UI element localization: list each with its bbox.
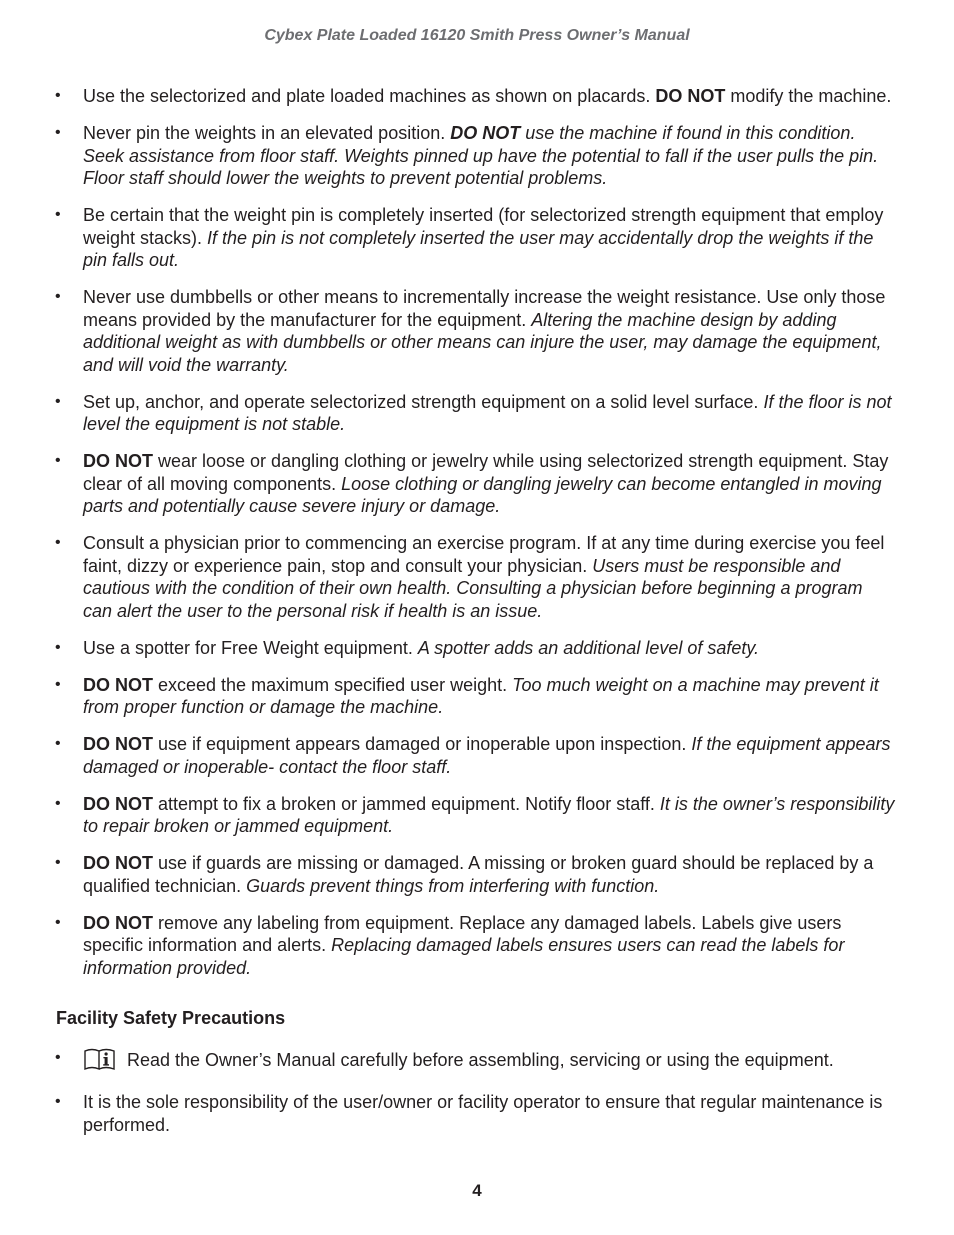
bullet: •	[55, 1093, 61, 1110]
bullet: •	[55, 206, 61, 223]
list-item: • Never pin the weights in an elevated position. DO NOT use the machine if found in this condition. Seek assistance from floor staff. Weights pinned up have the potential to fall if the user pulls the pin. Floor staff should lower the weights to prevent potential problems.	[55, 123, 879, 188]
bullet: •	[55, 794, 61, 812]
list-item: • Use a spotter for Free Weight equipment. A spotter adds an additional level of safety.	[55, 637, 760, 658]
list-item: • Consult a physician prior to commencing an exercise program. If at any time during exercise you feel faint, dizzy or experience pain, stop and consult your physician. Users must be responsible and cautious with the condition of their own health. Consulting a physician before beginning a program can alert the user to the personal risk if health is an issue.	[55, 533, 885, 621]
bullet: •	[55, 1049, 61, 1066]
bullet: •	[55, 534, 61, 551]
list-item: • Never use dumbbells or other means to incrementally increase the weight resistance. Use only those means provided by the manufacturer for the equipment. Altering the machine design by adding additional weight as with dumbbells or other means can injure the user, may damage the equipment, and will void the warranty.	[55, 287, 886, 375]
bullet: •	[55, 854, 61, 871]
list-item: • Be certain that the weight pin is completely inserted (for selectorized strength equipment that employ weight stacks). If the pin is not completely inserted the user may accidentally drop the weights if the pin falls out.	[55, 205, 884, 270]
bullet: •	[55, 392, 61, 410]
list-item: • DO NOT use if equipment appears damaged or inoperable upon inspection. If the equipment appears damaged or inoperable- contact the floor staff.	[55, 734, 891, 777]
safety-list	[0, 85, 954, 994]
list-item: • DO NOT exceed the maximum specified user weight. Too much weight on a machine may prevent it from proper function or damage the machine.	[55, 674, 879, 717]
list-item: • DO NOT attempt to fix a broken or jammed equipment. Notify floor staff. It is the owner’s responsibility to repair broken or jammed equipment.	[55, 793, 895, 836]
list-item: • It is the sole responsibility of the user/owner or facility operator to ensure that regular maintenance is performed.	[55, 1092, 883, 1135]
bullet: •	[55, 913, 61, 931]
bullet: •	[55, 87, 61, 104]
bullet: •	[55, 452, 61, 469]
bullet: •	[55, 288, 61, 305]
list-item: • DO NOT wear loose or dangling clothing or jewelry while using selectorized strength equipment. Stay clear of all moving components. Loose clothing or dangling jewelry can become entangled in moving parts and potentially cause severe injury or damage.	[55, 451, 889, 516]
list-item: • DO NOT use if guards are missing or damaged. A missing or broken guard should be replaced by a qualified technician. Guards prevent things from interfering with function.	[55, 853, 874, 896]
list-item: • Read the Owner’s Manual carefully before assembling, servicing or using the equipment.	[0, 1047, 954, 1077]
page-number: 4	[472, 1181, 482, 1200]
list-item: • DO NOT remove any labeling from equipment. Replace any damaged labels. Labels give users specific information and alerts. Replacing damaged labels ensures users can read the labels for information provided.	[55, 912, 845, 978]
bullet: •	[55, 735, 61, 752]
bullet: •	[55, 124, 61, 141]
bullet: •	[55, 675, 61, 693]
page-header: Cybex Plate Loaded 16120 Smith Press Owner’s Manual	[264, 27, 690, 44]
facility-list	[0, 1047, 954, 1151]
list-item: • Use the selectorized and plate loaded machines as shown on placards. DO NOT modify the machine.	[55, 86, 892, 106]
section-title: Facility Safety Precautions	[56, 1008, 286, 1028]
manual-info-icon	[83, 1047, 117, 1077]
bullet: •	[55, 638, 61, 656]
list-item: • Set up, anchor, and operate selectorized strength equipment on a solid level surface. If the floor is not level the equipment is not stable.	[55, 391, 892, 434]
